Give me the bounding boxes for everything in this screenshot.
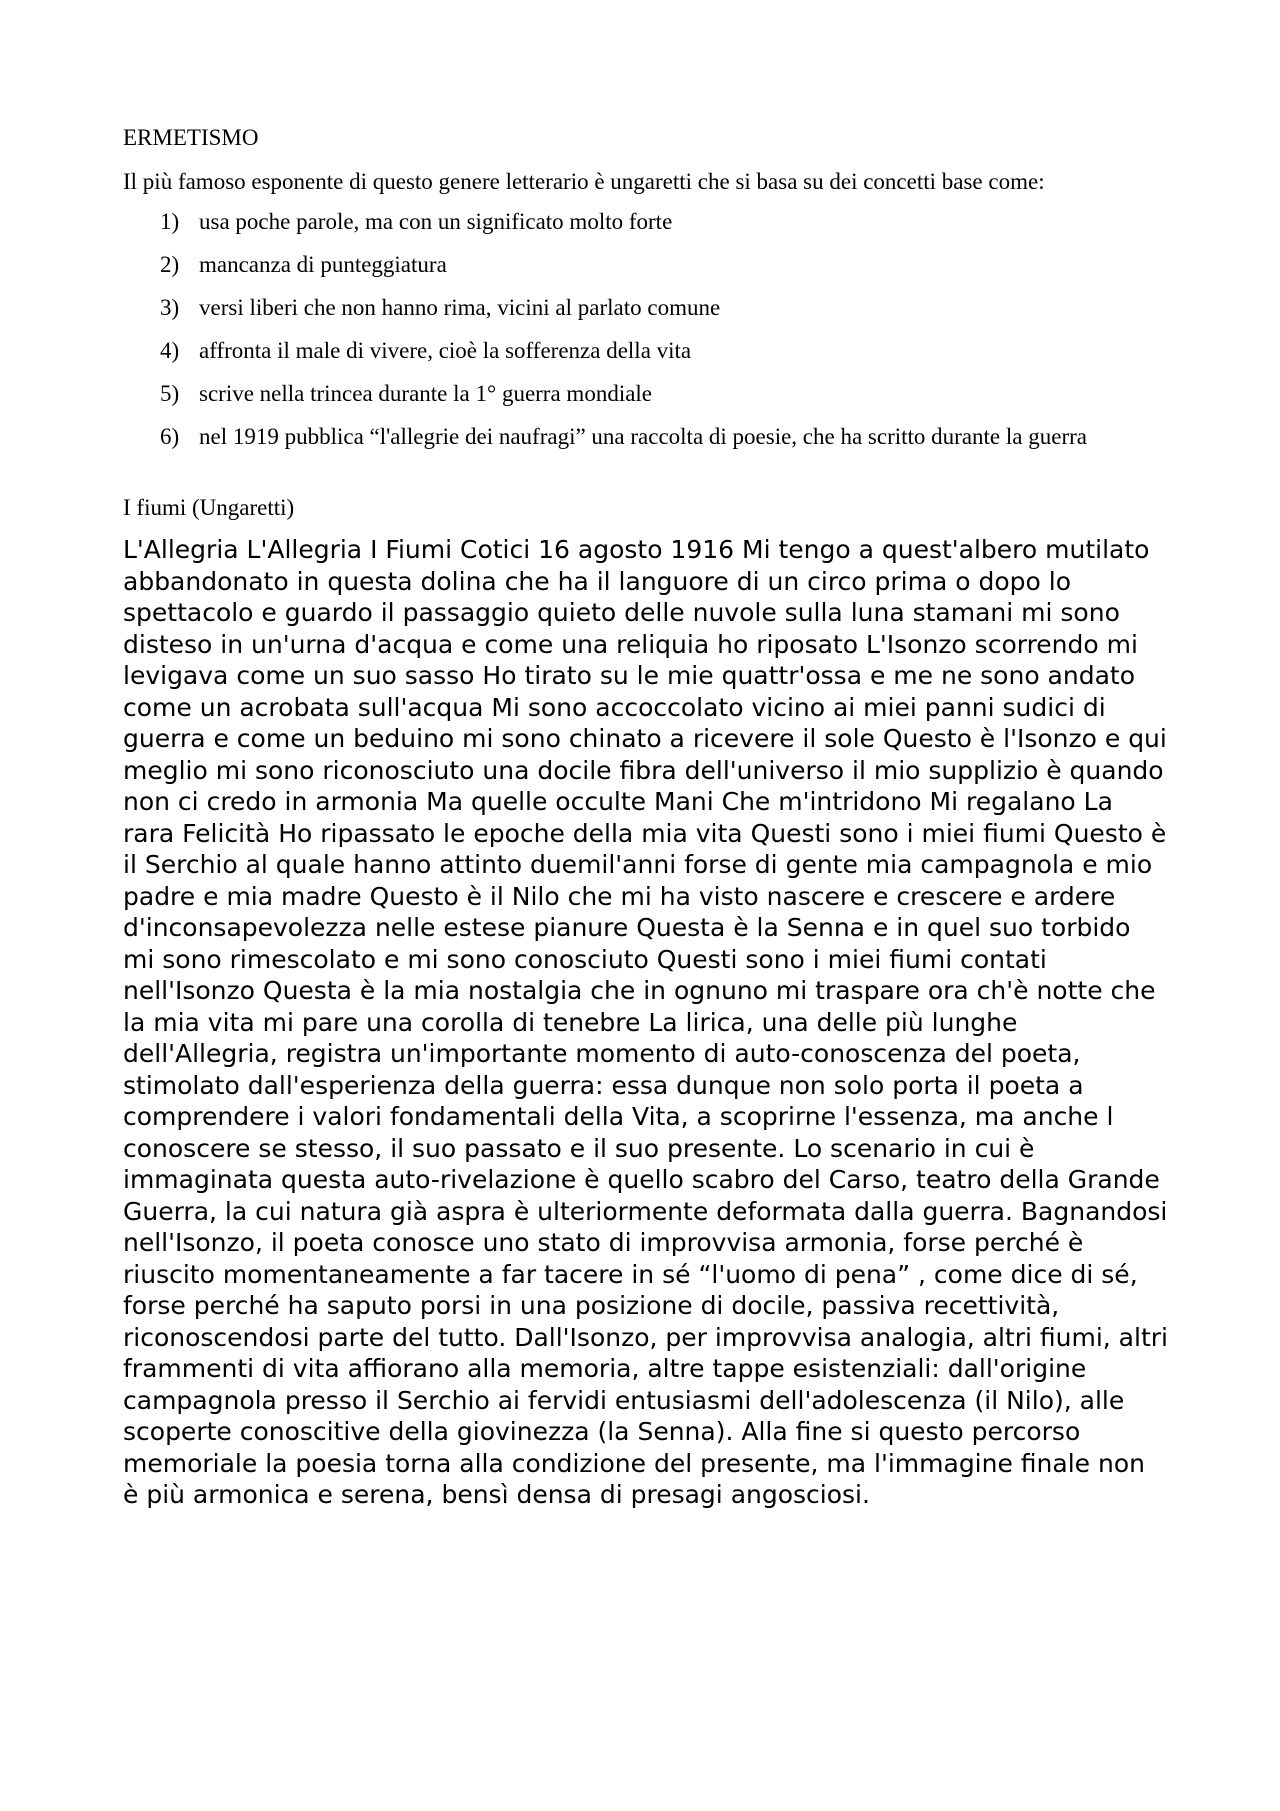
list-item (160, 378, 1168, 409)
list-item (160, 292, 1168, 323)
section-title: I fiumi (Ungaretti) (123, 495, 295, 520)
list-item (160, 206, 1168, 237)
intro-paragraph: Il più famoso esponente di questo genere letterario è ungaretti che si basa su dei concetti base come: (123, 169, 1045, 194)
poem-and-analysis-text: L'Allegria L'Allegria I Fiumi Cotici 16 agosto 1916 Mi tengo a quest'albero mutilato abbandonato in questa dolina che ha il languore di un circo prima o dopo lo spettacolo e guardo il passaggio quieto delle nuvole sulla luna stamani mi sono disteso in un'urna d'acqua e come una reliquia ho riposato L'Isonzo scorrendo mi levigava come un suo sasso Ho tirato su le mie quattr'ossa e me ne sono andato come un acrobata sull'acqua Mi sono accoccolato vicino ai miei panni sudici di guerra e come un beduino mi sono chinato a ricevere il sole Questo è l'Isonzo e qui meglio mi sono riconosciuto una docile fibra dell'universo il mio supplizio è quando non ci credo in armonia Ma quelle occulte Mani Che m'intridono Mi regalano La rara Felicità Ho ripassato le epoche della mia vita Questi sono i miei fiumi Questo è il Serchio al quale hanno attinto duemil'anni forse di gente mia campagnola e mio padre e mia madre Questo è il Nilo che mi ha visto nascere e crescere e ardere d'inconsapevolezza nelle estese pianure Questa è la Senna e in quel suo torbido mi sono rimescolato e mi sono conosciuto Questi sono i miei fiumi contati nell'Isonzo Questa è la mia nostalgia che in ognuno mi traspare ora ch'è notte che la mia vita mi pare una corolla di tenebre La lirica, una delle più lunghe dell'Allegria, registra un'importante momento di auto-conoscenza del poeta, stimolato dall'esperienza della guerra: essa dunque non solo porta il poeta a comprendere i valori fondamentali della Vita, a scoprirne l'essenza, ma anche l conoscere se stesso, il suo passato e il suo presente. Lo scenario in cui è immaginata questa auto-rivelazione è quello scabro del Carso, teatro della Grande Guerra, la cui natura già aspra è ulteriormente deformata dalla guerra. Bagnandosi nell'Isonzo, il poeta conosce uno stato di improvvisa armonia, forse perché è riuscito momentaneamente a far tacere in sé “l'uomo di pena” , come dice di sé, forse perché ha saputo porsi in una posizione di docile, passiva recettività, riconoscendosi parte del tutto. Dall'Isonzo, per improvvisa analogia, altri fiumi, altri frammenti di vita affiorano alla memoria, altre tappe esistenziali: dall'origine campagnola presso il Serchio ai fervidi entusiasmi dell'adolescenza (il Nilo), alle scoperte conoscitive della giovinezza (la Senna). Alla fine si questo percorso memoriale la poesia torna alla condizione del presente, ma l'immagine finale non è più armonica e serena, bensì densa di presagi angosciosi. (123, 535, 1168, 1509)
concepts-list (123, 206, 1168, 452)
document-heading: ERMETISMO (123, 125, 259, 150)
list-item-text: mancanza di punteggiatura (199, 252, 447, 277)
list-item-number: 5) (160, 381, 180, 406)
document-page (123, 124, 1168, 1511)
list-item-number: 1) (160, 209, 180, 234)
list-item-number: 3) (160, 295, 180, 320)
list-item-text: nel 1919 pubblica “l'allegrie dei naufragi” una raccolta di poesie, che ha scritto durante la guerra (199, 424, 1087, 449)
list-item-text: usa poche parole, ma con un significato molto forte (199, 209, 673, 234)
list-item (160, 249, 1168, 280)
list-item-number: 2) (160, 252, 180, 277)
list-item-text: scrive nella trincea durante la 1° guerra mondiale (199, 381, 653, 406)
list-item-number: 6) (160, 424, 180, 449)
list-item-number: 4) (160, 338, 180, 363)
list-item (160, 335, 1168, 366)
list-item-text: versi liberi che non hanno rima, vicini al parlato comune (199, 295, 721, 320)
list-item-text: affronta il male di vivere, cioè la sofferenza della vita (199, 338, 692, 363)
list-item (160, 421, 1168, 452)
